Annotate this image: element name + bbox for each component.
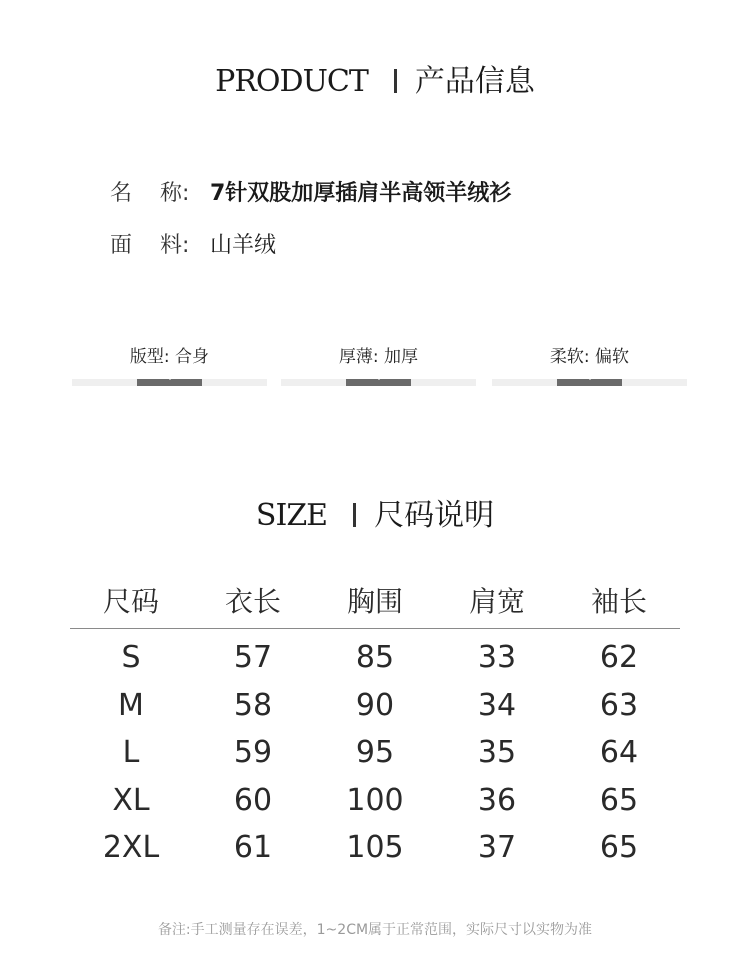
size-table-header	[70, 572, 680, 628]
product-title-en: PRODUCT	[215, 64, 368, 99]
product-name-row	[110, 176, 511, 207]
metric-thickness-notch	[374, 375, 384, 380]
table-cell: 33	[477, 640, 517, 676]
table-row	[70, 729, 680, 777]
product-material-label: 面 料:	[110, 233, 190, 258]
table-cell: 34	[477, 687, 517, 723]
table-cell: 85	[355, 640, 395, 676]
metric-fit-label: 版型: 合身	[129, 347, 210, 367]
metric-thickness-indicator	[346, 379, 411, 386]
column-header: 衣长	[224, 585, 281, 618]
product-name-value: 7针双股加厚插肩半高领羊绒衫	[210, 181, 512, 206]
table-cell: 36	[477, 782, 517, 818]
table-cell: 62	[599, 640, 639, 676]
metric-softness-indicator	[557, 379, 622, 386]
size-title-cn: 尺码说明	[374, 498, 495, 533]
metric-fit-indicator	[137, 379, 202, 386]
table-cell: 63	[599, 687, 639, 723]
table-row	[70, 682, 680, 730]
table-cell: 61	[233, 830, 273, 866]
table-row	[70, 824, 680, 872]
table-cell: 57	[233, 640, 273, 676]
table-cell: 95	[355, 735, 395, 771]
table-cell: 58	[233, 687, 273, 723]
table-row	[70, 777, 680, 825]
table-cell: L	[122, 735, 140, 771]
metric-softness-track	[492, 379, 687, 386]
metric-softness-label: 柔软: 偏软	[549, 347, 630, 367]
table-cell: XL	[112, 782, 150, 818]
size-title-en: SIZE	[255, 498, 328, 533]
metric-softness	[492, 342, 687, 386]
measurement-note: 备注:手工测量存在误差，1~2CM属于正常范围，实际尺寸以实物为准	[157, 922, 593, 938]
title-divider	[353, 503, 356, 527]
table-cell: M	[118, 687, 144, 723]
column-header: 尺码	[102, 585, 159, 618]
table-cell: 35	[477, 735, 517, 771]
size-section-title	[0, 490, 750, 534]
metric-fit-notch	[165, 375, 175, 380]
product-name-label: 名 称:	[110, 181, 190, 206]
metric-thickness	[281, 342, 476, 386]
table-cell: 64	[599, 735, 639, 771]
table-cell: 60	[233, 782, 273, 818]
product-section-title	[0, 56, 750, 100]
size-table	[70, 572, 680, 872]
table-cell: 37	[477, 830, 517, 866]
table-cell: 59	[233, 735, 273, 771]
column-header: 肩宽	[468, 585, 525, 618]
table-cell: 65	[599, 830, 639, 866]
table-cell: 2XL	[102, 830, 160, 866]
product-title-cn: 产品信息	[414, 64, 535, 99]
metric-thickness-track	[281, 379, 476, 386]
metric-thickness-label: 厚薄: 加厚	[338, 347, 419, 367]
table-cell: 105	[346, 830, 404, 866]
table-cell: 100	[346, 782, 404, 818]
metric-fit	[72, 342, 267, 386]
table-cell: 90	[355, 687, 395, 723]
column-header: 胸围	[346, 585, 403, 618]
product-material-value: 山羊绒	[210, 233, 277, 258]
product-material-row	[110, 228, 276, 259]
title-divider	[394, 69, 397, 93]
table-cell: 65	[599, 782, 639, 818]
table-cell: S	[121, 640, 141, 676]
column-header: 袖长	[590, 585, 647, 618]
metric-fit-track	[72, 379, 267, 386]
table-row	[70, 634, 680, 682]
metric-softness-notch	[585, 375, 595, 380]
